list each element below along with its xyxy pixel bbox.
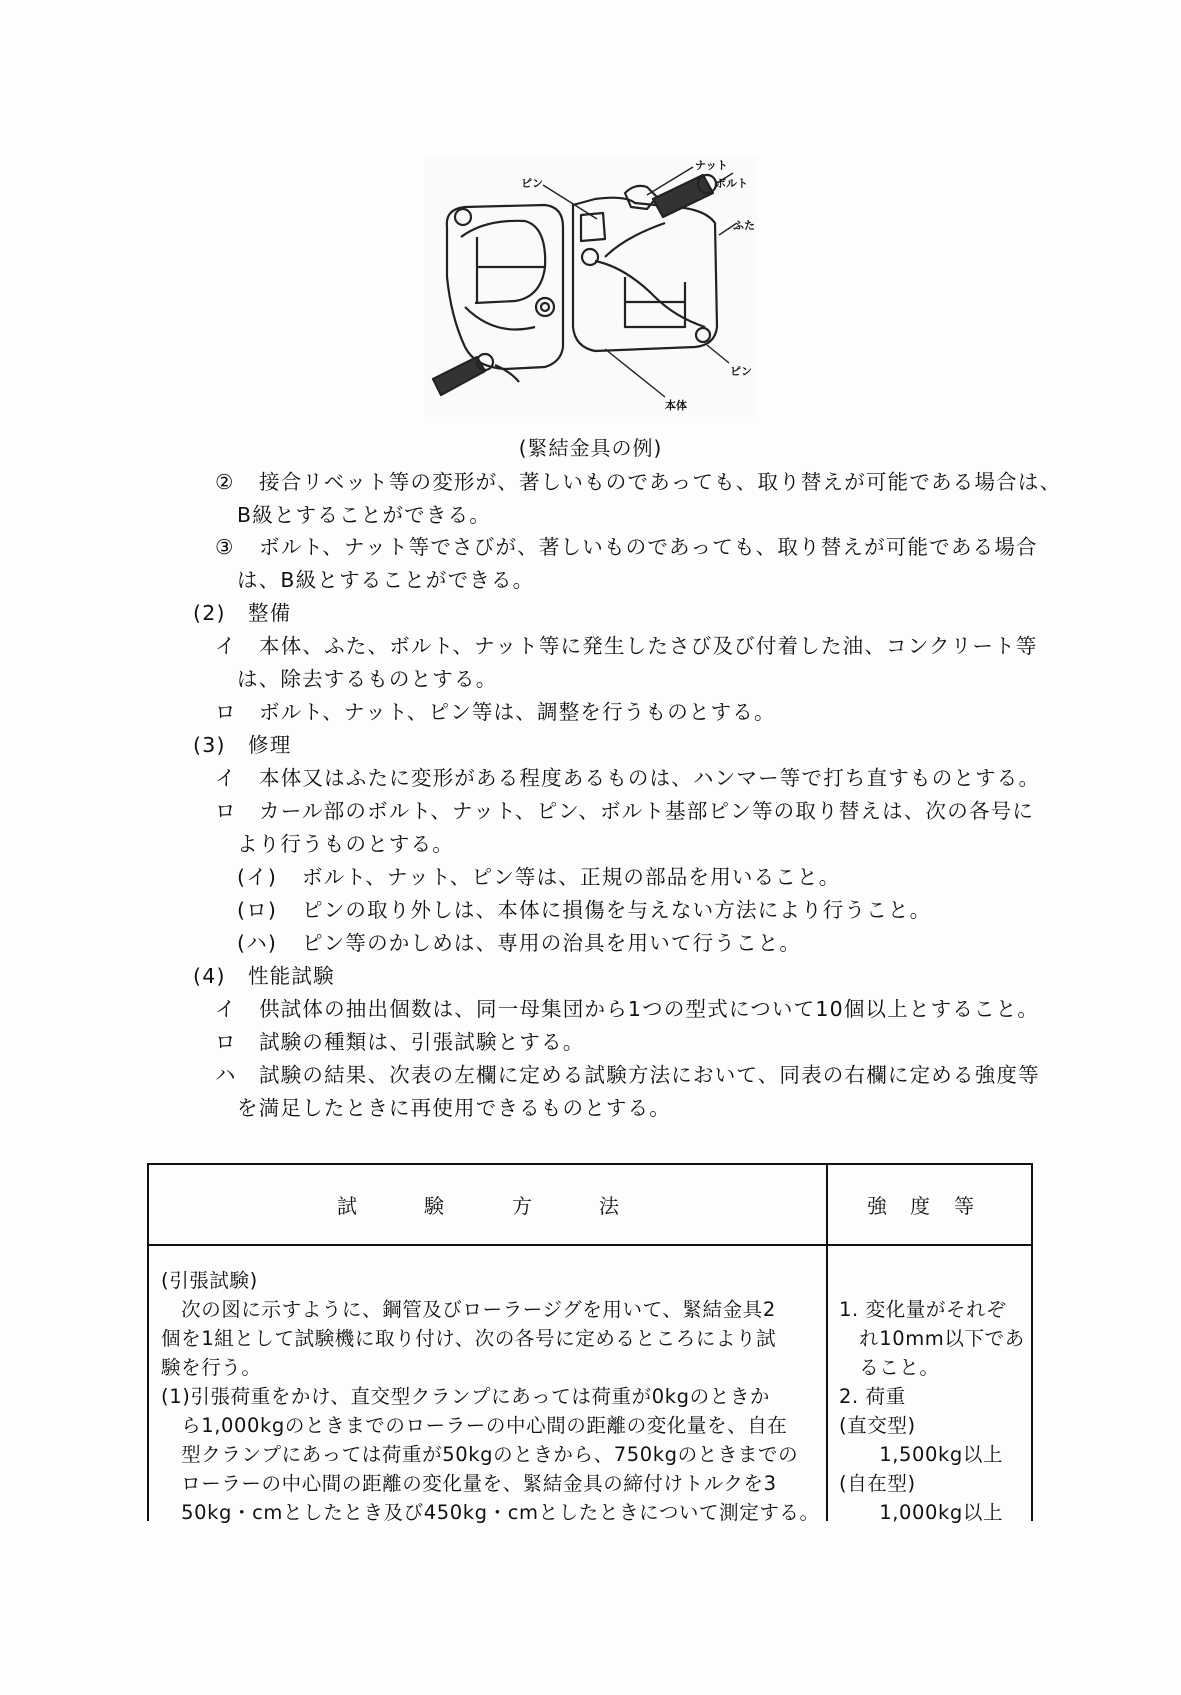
method-line-6: ら1,000kgのときまでのローラーの中心間の距離の変化量を、自在 [161,1414,788,1437]
method-line-3: 個を1組として試験機に取り付け、次の各号に定めるところにより試 [161,1327,777,1350]
s3-sub-2-text: ピンの取り外しは、本体に損傷を与えない方法により行うこと。 [302,898,932,922]
figure-caption: (緊結金具の例) [518,436,663,460]
method-line-5: (1)引張荷重をかけ、直交型クランプにあっては荷重が0kgのときか [161,1385,771,1408]
s2-i-marker: イ [215,634,237,658]
label-lid: ふた [733,219,755,232]
item-2-cont: B級とすることができる。 [237,503,491,527]
s4-ha-marker: ハ [215,1063,237,1087]
section-2-heading: 整備 [248,601,292,625]
item-2-text: 接合リベット等の変形が、著しいものであっても、取り替えが可能である場合は、 [259,470,1062,494]
strength-line-2: れ10mm以下であ [839,1327,1025,1350]
strength-line-7: (自在型) [839,1472,916,1495]
clamp-drawing-icon [425,157,757,417]
table-right-border [1031,1163,1033,1521]
s3-sub-3-text: ピン等のかしめは、専用の治具を用いて行うこと。 [302,931,802,955]
s3-ro-cont: より行うものとする。 [237,832,454,856]
s4-ha-cont: を満足したときに再使用できるものとする。 [237,1096,671,1120]
s4-ro-text: 試験の種類は、引張試験とする。 [259,1030,585,1054]
method-line-1: (引張試験) [161,1269,258,1292]
strength-line-5: (直交型) [839,1414,916,1437]
label-pin-top: ピン [521,177,543,190]
header-strength-char-3: 等 [954,1194,974,1218]
header-method-char-3: 方 [512,1194,532,1218]
method-line-4: 験を行う。 [161,1356,262,1379]
section-4-heading: 性能試験 [248,964,335,988]
header-method-char-4: 法 [599,1194,619,1218]
s3-sub-1-text: ボルト、ナット、ピン等は、正規の部品を用いること。 [302,865,841,889]
s3-sub-3-marker: (ハ) [237,931,278,955]
item-3-text: ボルト、ナット等でさびが、著しいものであっても、取り替えが可能である場合 [259,535,1038,559]
strength-line-4: 2. 荷重 [839,1385,906,1408]
method-line-7: 型クランプにあっては荷重が50kgのときから、750kgのときまでの [161,1443,799,1466]
s2-ro-text: ボルト、ナット、ピン等は、調整を行うものとする。 [259,700,776,724]
s3-i-text: 本体又はふたに変形がある程度あるものは、ハンマー等で打ち直すものとする。 [259,766,1041,790]
label-body: 本体 [665,399,687,412]
header-strength-char-1: 強 [867,1194,887,1218]
table-header-divider [147,1244,1033,1246]
table-top-border [147,1163,1033,1165]
s3-sub-1-marker: (イ) [237,865,278,889]
s2-i-cont: は、除去するものとする。 [237,667,498,691]
strength-line-6: 1,500kg以上 [839,1443,1004,1466]
label-pin-bottom: ピン [730,365,752,378]
table-left-border [147,1163,149,1521]
s2-ro-marker: ロ [215,700,237,724]
label-nut: ナット [695,159,728,172]
item-3-cont: は、B級とすることができる。 [237,568,535,592]
s4-ro-marker: ロ [215,1030,237,1054]
header-method-char-1: 試 [337,1194,357,1218]
item-2-marker: ② [215,470,235,494]
section-2-number: (2) [193,601,226,625]
s2-i-text: 本体、ふた、ボルト、ナット等に発生したさび及び付着した油、コンクリート等 [259,634,1038,658]
strength-line-3: ること。 [839,1356,940,1379]
s3-ro-marker: ロ [215,799,237,823]
item-3-marker: ③ [215,535,235,559]
header-strength-char-2: 度 [910,1194,930,1218]
method-line-9: 50kg・cmとしたとき及び450kg・cmとしたときについて測定する。 [161,1501,820,1524]
strength-line-1: 1. 変化量がそれぞ [839,1298,1007,1321]
method-line-2: 次の図に示すように、鋼管及びローラージグを用いて、緊結金具2 [161,1298,776,1321]
label-bolt: ボルト [715,177,748,190]
s4-ha-text: 試験の結果、次表の左欄に定める試験方法において、同表の右欄に定める強度等 [259,1063,1040,1087]
table-column-divider [826,1163,828,1521]
s3-ro-text: カール部のボルト、ナット、ピン、ボルト基部ピン等の取り替えは、次の各号に [259,799,1035,823]
method-line-8: ローラーの中心間の距離の変化量を、緊結金具の締付けトルクを3 [161,1472,777,1495]
clamp-illustration [425,157,757,417]
section-4-number: (4) [193,964,226,988]
section-3-heading: 修理 [248,733,292,757]
strength-line-8: 1,000kg以上 [839,1501,1004,1524]
s4-i-text: 供試体の抽出個数は、同一母集団から1つの型式について10個以上とすること。 [259,997,1040,1021]
test-method-table [147,1163,1033,1524]
section-3-number: (3) [193,733,226,757]
header-method-char-2: 験 [424,1194,444,1218]
s4-i-marker: イ [215,997,237,1021]
s3-i-marker: イ [215,766,237,790]
s3-sub-2-marker: (ロ) [237,898,278,922]
